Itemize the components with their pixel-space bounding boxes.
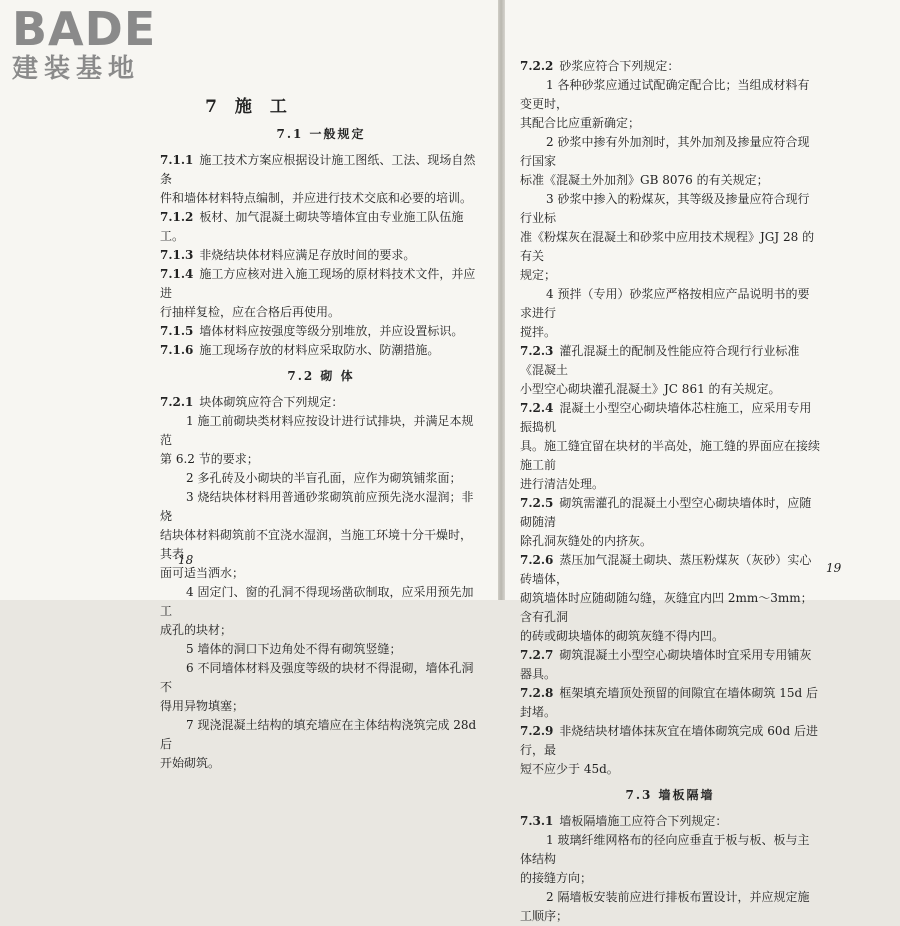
clause-text: 混凝土小型空心砌块墙体芯柱施工，应采用专用振捣机 xyxy=(520,401,812,434)
clause-text: 非烧结块材墙体抹灰宜在墙体砌筑完成 60d 后进行，最 xyxy=(520,724,818,757)
clause-number: 7.2.3 xyxy=(520,344,554,358)
clause-number: 7.1.3 xyxy=(160,248,194,262)
list-item: 4 固定门、窗的孔洞不得现场凿砍制取，应采用预先加工 xyxy=(160,585,474,618)
chapter-title: 7 施 工 xyxy=(205,97,293,117)
clause-number: 7.2.9 xyxy=(520,724,554,738)
list-item-cont: 规定； xyxy=(520,268,557,282)
list-item-cont: 标准《混凝土外加剂》GB 8076 的有关规定； xyxy=(520,173,769,187)
list-item: 1 各种砂浆应通过试配确定配合比；当组成材料有变更时， xyxy=(520,78,810,111)
list-item-cont: 搅拌。 xyxy=(520,325,557,339)
list-item-cont: 开始砌筑。 xyxy=(160,756,221,770)
clause-7-2-1 xyxy=(160,393,482,773)
brand-logo xyxy=(12,2,157,84)
book-gutter xyxy=(498,0,505,600)
list-item: 5 墙体的洞口下边角处不得有砌筑竖缝； xyxy=(186,642,402,656)
list-item: 7 现浇混凝土结构的填充墙应在主体结构浇筑完成 28d 后 xyxy=(160,718,477,751)
list-item-cont: 得用异物填塞； xyxy=(160,699,245,713)
clause-text: 件和墙体材料特点编制，并应进行技术交底和必要的培训。 xyxy=(160,191,473,205)
list-item: 6 不同墙体材料及强度等级的块材不得混砌，墙体孔洞不 xyxy=(160,661,474,694)
clause-number: 7.1.6 xyxy=(160,343,194,357)
list-item-cont: 其配合比应重新确定； xyxy=(520,116,641,130)
clause-number: 7.2.1 xyxy=(160,395,194,409)
clause-7-2-9 xyxy=(520,722,820,779)
clause-text: 蒸压加气混凝土砌块、蒸压粉煤灰（灰砂）实心砖墙体， xyxy=(520,553,812,586)
list-item: 1 玻璃纤维网格布的径向应垂直于板与板、板与主体结构 xyxy=(520,833,810,866)
clause-7-2-4 xyxy=(520,399,820,494)
clause-number: 7.1.4 xyxy=(160,267,194,281)
clause-text: 砂浆应符合下列规定： xyxy=(559,59,680,73)
clause-text: 砌筑墙体时应随砌随勾缝，灰缝宜内凹 2mm～3mm；含有孔洞 xyxy=(520,591,813,624)
clause-7-1-3 xyxy=(160,246,482,265)
clause-number: 7.2.2 xyxy=(520,59,554,73)
list-item-cont: 面可适当洒水； xyxy=(160,566,245,580)
clause-number: 7.1.1 xyxy=(160,153,194,167)
list-item-cont: 成孔的块材； xyxy=(160,623,233,637)
clause-7-2-7 xyxy=(520,646,820,684)
clause-number: 7.2.5 xyxy=(520,496,554,510)
clause-text: 墙板隔墙施工应符合下列规定： xyxy=(559,814,728,828)
clause-text: 框架填充墙顶处预留的间隙宜在墙体砌筑 15d 后封堵。 xyxy=(520,686,818,719)
list-item: 2 砂浆中掺有外加剂时，其外加剂及掺量应符合现行国家 xyxy=(520,135,810,168)
logo-tagline: 建装基地 xyxy=(12,54,141,84)
left-column xyxy=(160,125,482,773)
list-item: 3 烧结块体材料用普通砂浆砌筑前应预先浇水湿润；非烧 xyxy=(160,490,474,523)
clause-number: 7.2.6 xyxy=(520,553,554,567)
clause-7-2-3 xyxy=(520,342,820,399)
clause-7-1-5 xyxy=(160,322,482,341)
section-heading-7-1: 7.1 一般规定 xyxy=(276,127,366,141)
clause-7-1-4 xyxy=(160,265,482,322)
clause-text: 小型空心砌块灌孔混凝土》JC 861 的有关规定。 xyxy=(520,382,781,396)
clause-7-1-2 xyxy=(160,208,482,246)
right-column xyxy=(520,57,820,926)
clause-text: 除孔洞灰缝处的内挤灰。 xyxy=(520,534,653,548)
clause-text: 施工方应核对进入施工现场的原材料技术文件，并应进 xyxy=(160,267,476,300)
section-heading-7-3: 7.3 墙板隔墙 xyxy=(625,788,715,802)
clause-number: 7.2.4 xyxy=(520,401,554,415)
clause-text: 块体砌筑应符合下列规定： xyxy=(199,395,344,409)
list-item: 1 施工前砌块类材料应按设计进行试排块，并满足本规范 xyxy=(160,414,474,447)
list-item: 3 砂浆中掺入的粉煤灰，其等级及掺量应符合现行行业标 xyxy=(520,192,810,225)
clause-number: 7.1.2 xyxy=(160,210,194,224)
clause-7-3-1 xyxy=(520,812,820,926)
clause-7-2-8 xyxy=(520,684,820,722)
clause-text: 具。施工缝宜留在块材的半高处，施工缝的界面应在接续施工前 xyxy=(520,439,821,472)
clause-text: 灌孔混凝土的配制及性能应符合现行行业标准《混凝土 xyxy=(520,344,800,377)
clause-number: 7.2.7 xyxy=(520,648,554,662)
list-item-cont: 准《粉煤灰在混凝土和砂浆中应用技术规程》JGJ 28 的有关 xyxy=(520,230,815,263)
clause-number: 7.1.5 xyxy=(160,324,194,338)
clause-number: 7.3.1 xyxy=(520,814,554,828)
clause-7-2-6 xyxy=(520,551,820,646)
clause-text: 非烧结块体材料应满足存放时间的要求。 xyxy=(199,248,416,262)
clause-7-1-6 xyxy=(160,341,482,360)
clause-text: 砌筑混凝土小型空心砌块墙体时宜采用专用铺灰器具。 xyxy=(520,648,812,681)
clause-text: 施工技术方案应根据设计施工图纸、工法、现场自然条 xyxy=(160,153,476,186)
list-item-cont: 的接缝方向； xyxy=(520,871,593,885)
list-item: 2 隔墙板安装前应进行排板布置设计，并应规定施工顺序； xyxy=(520,890,810,923)
clause-text: 行抽样复检，应在合格后再使用。 xyxy=(160,305,341,319)
logo-brand-text: BADE xyxy=(12,2,157,56)
section-heading-7-2: 7.2 砌 体 xyxy=(287,369,355,383)
clause-7-1-1 xyxy=(160,151,482,208)
clause-text: 进行清洁处理。 xyxy=(520,477,605,491)
list-item-cont: 第 6.2 节的要求； xyxy=(160,452,259,466)
clause-text: 砌筑需灌孔的混凝土小型空心砌块墙体时，应随砌随清 xyxy=(520,496,812,529)
clause-text: 短不应少于 45d。 xyxy=(520,762,619,776)
clause-text: 墙体材料应按强度等级分别堆放，并应设置标识。 xyxy=(199,324,464,338)
page-number-right: 19 xyxy=(826,561,842,575)
list-item: 2 多孔砖及小砌块的半盲孔面，应作为砌筑铺浆面； xyxy=(186,471,462,485)
page-number-left: 18 xyxy=(178,553,194,567)
clause-text: 的砖或砌块墙体的砌筑灰缝不得内凹。 xyxy=(520,629,725,643)
list-item: 4 预拌（专用）砂浆应严格按相应产品说明书的要求进行 xyxy=(520,287,810,320)
clause-7-2-2 xyxy=(520,57,820,342)
clause-7-2-5 xyxy=(520,494,820,551)
list-item-cont: 结块体材料砌筑前不宜浇水湿润，当施工环境十分干燥时，其表 xyxy=(160,528,473,561)
clause-text: 板材、加气混凝土砌块等墙体宜由专业施工队伍施工。 xyxy=(160,210,464,243)
clause-text: 施工现场存放的材料应采取防水、防潮措施。 xyxy=(199,343,440,357)
clause-number: 7.2.8 xyxy=(520,686,554,700)
